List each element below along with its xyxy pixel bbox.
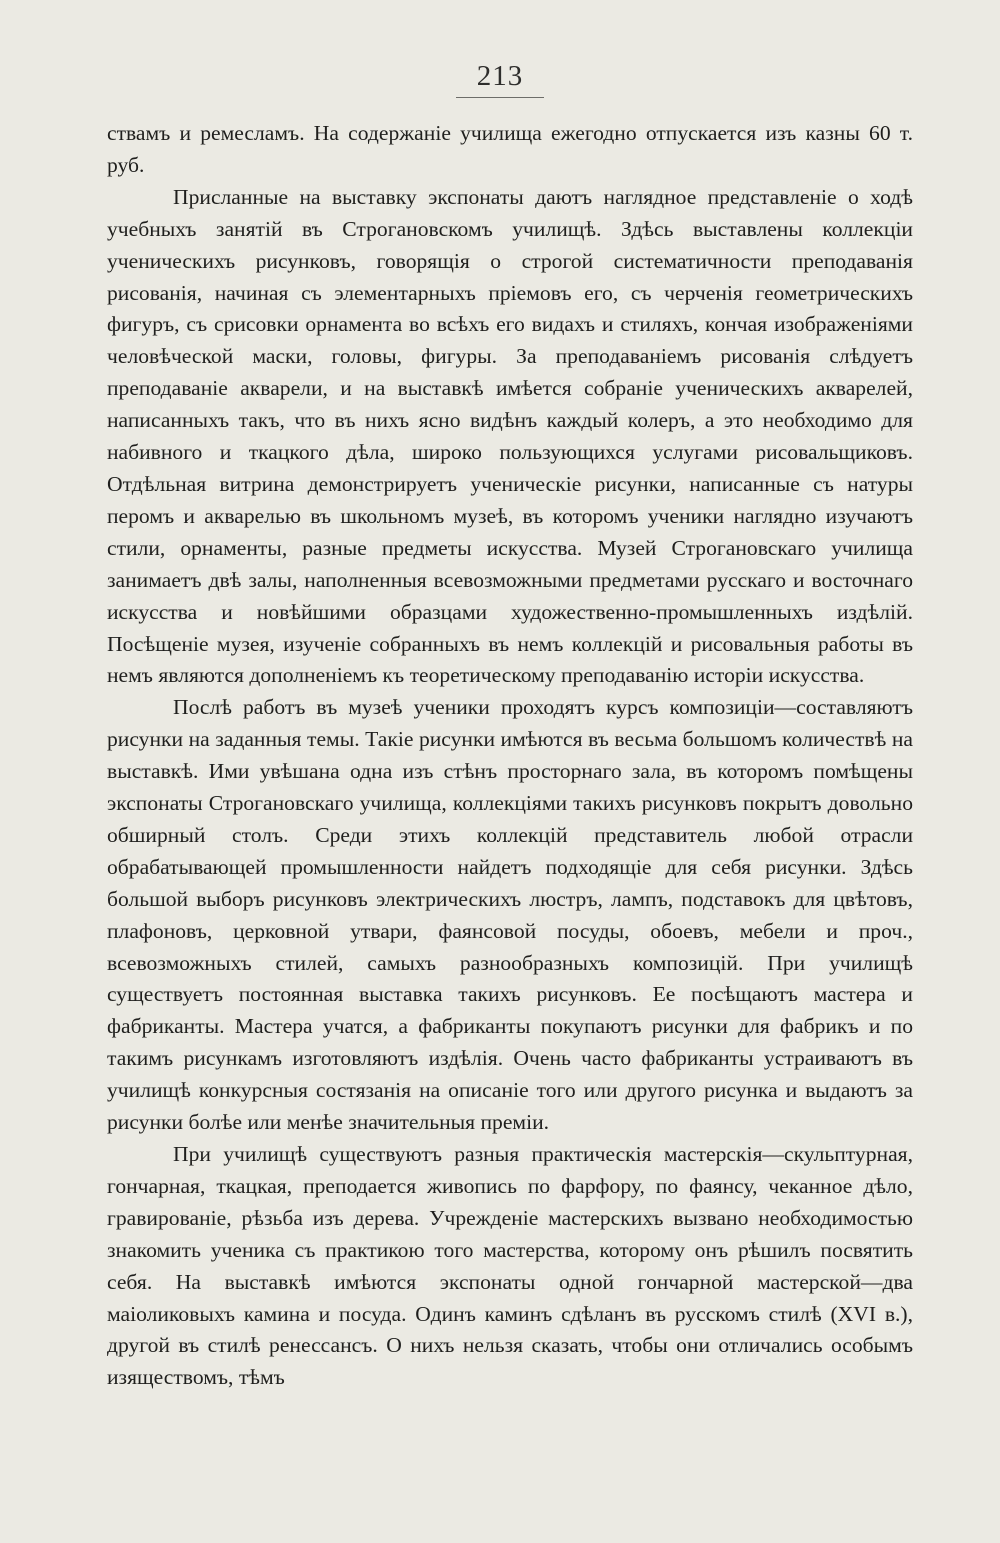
page-number: 213 [476,60,524,92]
paragraph-3: Послѣ работъ въ музеѣ ученики проходятъ курсъ композицiи—составляютъ рисунки на заданныя темы. Такiе рисунки имѣются въ весьма большомъ количествѣ на выставкѣ. Ими увѣшана одна изъ стѣнъ просторнаго зала, въ которомъ помѣщены экспонаты Строгановскаго училища, коллекцiями такихъ рисунковъ покрытъ довольно обширный столъ. Среди этихъ коллекцiй представитель любой отрасли обрабатывающей промышленности найдетъ подходящiе для себя рисунки. Здѣсь большой выборъ рисунковъ электрическихъ люстръ, лампъ, подставокъ для цвѣтовъ, плафоновъ, церковной утвари, фаянсовой посуды, обоевъ, мебели и проч., всевозможныхъ стилей, самыхъ разнообразныхъ композицiй. При училищѣ существуетъ постоянная выставка такихъ рисунковъ. Ее посѣщаютъ мастера и фабриканты. Мастера учатся, а фабриканты покупаютъ рисунки для фабрикъ и по такимъ рисункамъ изготовляютъ издѣлiя. Очень часто фабриканты устраиваютъ въ училищѣ конкурсныя состязанiя на описанiе того или другого рисунка и выдаютъ за рисунки болѣе или менѣе значительныя премiи. [107,695,913,1135]
paragraph-1: ствамъ и ремесламъ. На содержанiе училища ежегодно отпускается изъ казны 60 т. руб. [107,121,913,177]
paragraph-2: Присланные на выставку экспонаты даютъ наглядное представленiе о ходѣ учебныхъ занятiй въ Строгановскомъ училищѣ. Здѣсь выставлены коллекцiи ученическихъ рисунковъ, говорящiя о строгой систематичности преподаванiя рисованiя, начиная съ элементарныхъ прiемовъ его, съ черченiя геометрическихъ фигуръ, съ срисовки орнамента во всѣхъ его видахъ и стиляхъ, кончая изображенiями человѣческой маски, головы, фигуры. За преподаванiемъ рисованiя слѣдуетъ преподаванiе акварели, и на выставкѣ имѣется собранiе ученическихъ акварелей, написанныхъ такъ, что въ нихъ ясно видѣнъ каждый колеръ, а это необходимо для набивного и ткацкого дѣла, широко пользующихся услугами рисовальщиковъ. Отдѣльная витрина демонстрируетъ ученическiе рисунки, написанные съ натуры перомъ и акварелью въ школьномъ музеѣ, въ которомъ ученики наглядно изучаютъ стили, орнаменты, разные предметы искусства. Музей Строгановскаго училища занимаетъ двѣ залы, наполненныя всевозможными предметами русскаго и восточнаго искусства и новѣйшими образцами художественно-промышленныхъ издѣлiй. Посѣщенiе музея, изученiе собранныхъ въ немъ коллекцiй и рисовальныя работы въ немъ являются дополненiемъ къ теоретическому преподаванiю исторiи искусства. [107,184,913,688]
paragraph-4: При училищѣ существуютъ разныя практическiя мастерскiя—скульптурная, гончарная, ткацкая, преподается живопись по фарфору, по фаянсу, чеканное дѣло, гравированiе, рѣзьба изъ дерева. Учрежденiе мастерскихъ вызвано необходимостью знакомить ученика съ практикою того мастерства, которому онъ рѣшилъ посвятить себя. На выставкѣ имѣются экспонаты одной гончарной мастерской—два маiоликовыхъ камина и посуда. Одинъ каминъ сдѣланъ въ русскомъ стилѣ (XVI в.), другой въ стилѣ ренессансъ. О нихъ нельзя сказать, чтобы они отличались особымъ изяществомъ, тѣмъ [107,1142,913,1390]
body-text [107,118,913,1394]
page-number-rule [456,97,544,98]
